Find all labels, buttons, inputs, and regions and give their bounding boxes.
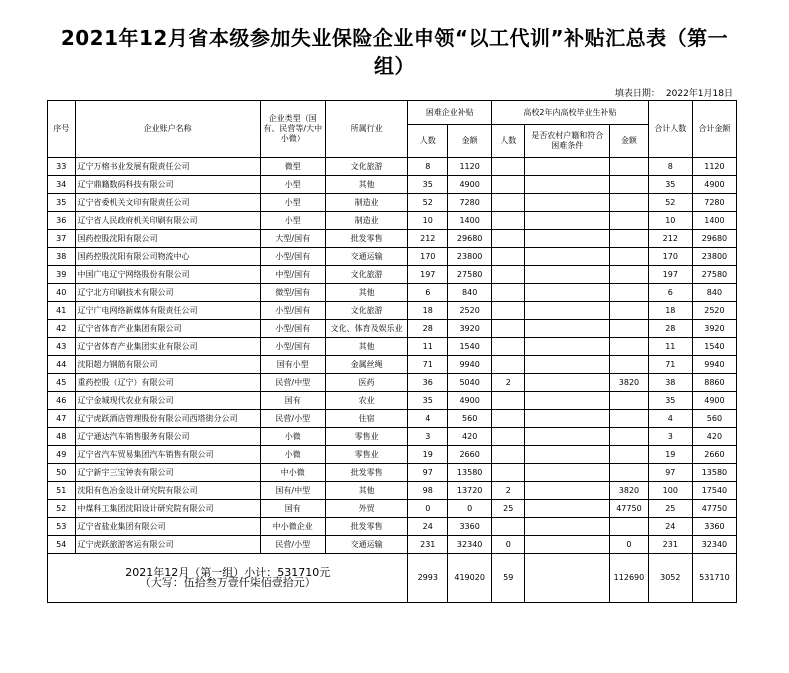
cell-grad-amount xyxy=(610,320,649,338)
cell-total-amount: 27580 xyxy=(692,266,736,284)
header-grad-people: 人数 xyxy=(492,125,525,158)
cell-grad-people xyxy=(492,464,525,482)
cell-grad-amount: 3820 xyxy=(610,374,649,392)
table-row xyxy=(48,500,737,518)
subtotal-row xyxy=(48,554,737,603)
cell-grad-amount xyxy=(610,356,649,374)
cell-seq: 41 xyxy=(48,302,76,320)
cell-total-amount: 17540 xyxy=(692,482,736,500)
cell-hard-people: 170 xyxy=(408,248,448,266)
cell-total-people: 8 xyxy=(648,158,692,176)
cell-total-amount: 2660 xyxy=(692,446,736,464)
cell-hard-amount: 13720 xyxy=(448,482,492,500)
cell-seq: 52 xyxy=(48,500,76,518)
cell-grad-people xyxy=(492,446,525,464)
cell-seq: 49 xyxy=(48,446,76,464)
cell-name: 国药控股沈阳有限公司 xyxy=(75,230,260,248)
cell-hard-people: 4 xyxy=(408,410,448,428)
cell-seq: 48 xyxy=(48,428,76,446)
cell-total-amount: 47750 xyxy=(692,500,736,518)
header-industry: 所属行业 xyxy=(325,101,408,158)
cell-industry: 交通运输 xyxy=(325,248,408,266)
header-hard-people: 人数 xyxy=(408,125,448,158)
cell-industry: 批发零售 xyxy=(325,464,408,482)
cell-hard-people: 0 xyxy=(408,500,448,518)
cell-total-amount: 4900 xyxy=(692,392,736,410)
cell-total-people: 10 xyxy=(648,212,692,230)
cell-rural xyxy=(525,410,610,428)
cell-hard-people: 3 xyxy=(408,428,448,446)
cell-total-people: 197 xyxy=(648,266,692,284)
cell-type: 小微 xyxy=(260,446,325,464)
cell-total-people: 25 xyxy=(648,500,692,518)
cell-seq: 42 xyxy=(48,320,76,338)
cell-name: 辽宁通达汽车销售服务有限公司 xyxy=(75,428,260,446)
cell-industry: 批发零售 xyxy=(325,230,408,248)
cell-hard-people: 8 xyxy=(408,158,448,176)
cell-total-people: 35 xyxy=(648,176,692,194)
cell-name: 辽宁省人民政府机关印刷有限公司 xyxy=(75,212,260,230)
cell-hard-people: 10 xyxy=(408,212,448,230)
cell-seq: 51 xyxy=(48,482,76,500)
cell-rural xyxy=(525,428,610,446)
cell-industry: 住宿 xyxy=(325,410,408,428)
cell-grad-people xyxy=(492,212,525,230)
cell-total-amount: 29680 xyxy=(692,230,736,248)
subtotal-grad-amount: 112690 xyxy=(610,554,649,603)
cell-type: 民营/小型 xyxy=(260,536,325,554)
subtotal-rural xyxy=(525,554,610,603)
table-row xyxy=(48,194,737,212)
cell-type: 微型 xyxy=(260,158,325,176)
table-row xyxy=(48,176,737,194)
cell-grad-amount: 3820 xyxy=(610,482,649,500)
cell-name: 中煤科工集团沈阳设计研究院有限公司 xyxy=(75,500,260,518)
cell-seq: 44 xyxy=(48,356,76,374)
cell-hard-amount: 4900 xyxy=(448,176,492,194)
cell-name: 辽宁省体育产业集团实业有限公司 xyxy=(75,338,260,356)
cell-total-amount: 7280 xyxy=(692,194,736,212)
subtotal-total-amount: 531710 xyxy=(692,554,736,603)
cell-hard-amount: 3360 xyxy=(448,518,492,536)
header-type: 企业类型（国有、民营等/大中小微） xyxy=(260,101,325,158)
cell-hard-people: 19 xyxy=(408,446,448,464)
subtotal-hard-amount: 419020 xyxy=(448,554,492,603)
cell-grad-people xyxy=(492,284,525,302)
cell-hard-amount: 420 xyxy=(448,428,492,446)
cell-seq: 40 xyxy=(48,284,76,302)
cell-total-people: 19 xyxy=(648,446,692,464)
title-line-1: 2021年12月省本级参加失业保险企业申领“以工代训”补贴汇总表（第一 xyxy=(60,26,729,50)
table-row xyxy=(48,464,737,482)
cell-total-amount: 13580 xyxy=(692,464,736,482)
cell-industry: 其他 xyxy=(325,284,408,302)
cell-total-people: 97 xyxy=(648,464,692,482)
table-row xyxy=(48,212,737,230)
fill-date-label: 填表日期： xyxy=(614,89,660,99)
table-row xyxy=(48,338,737,356)
cell-name: 沈阳超力钢筋有限公司 xyxy=(75,356,260,374)
cell-rural xyxy=(525,536,610,554)
cell-industry: 制造业 xyxy=(325,212,408,230)
cell-rural xyxy=(525,194,610,212)
cell-grad-amount xyxy=(610,176,649,194)
header-hard-amount: 金额 xyxy=(448,125,492,158)
cell-type: 小型 xyxy=(260,176,325,194)
cell-industry: 医药 xyxy=(325,374,408,392)
cell-grad-amount xyxy=(610,212,649,230)
cell-grad-people: 0 xyxy=(492,536,525,554)
header-hard-subsidy: 困难企业补贴 xyxy=(408,101,492,125)
cell-seq: 34 xyxy=(48,176,76,194)
table-row xyxy=(48,536,737,554)
table-row xyxy=(48,410,737,428)
cell-seq: 47 xyxy=(48,410,76,428)
cell-hard-people: 11 xyxy=(408,338,448,356)
cell-seq: 33 xyxy=(48,158,76,176)
cell-grad-amount xyxy=(610,158,649,176)
subtotal-label xyxy=(48,554,408,603)
table-row xyxy=(48,518,737,536)
cell-type: 微型/国有 xyxy=(260,284,325,302)
cell-total-people: 24 xyxy=(648,518,692,536)
cell-seq: 45 xyxy=(48,374,76,392)
cell-grad-people xyxy=(492,176,525,194)
cell-hard-amount: 560 xyxy=(448,410,492,428)
cell-grad-people: 25 xyxy=(492,500,525,518)
subtotal-grad-people: 59 xyxy=(492,554,525,603)
cell-type: 小微 xyxy=(260,428,325,446)
cell-hard-amount: 2660 xyxy=(448,446,492,464)
cell-hard-people: 28 xyxy=(408,320,448,338)
cell-hard-amount: 1120 xyxy=(448,158,492,176)
cell-grad-amount: 47750 xyxy=(610,500,649,518)
cell-hard-amount: 1540 xyxy=(448,338,492,356)
cell-industry: 零售业 xyxy=(325,446,408,464)
cell-type: 小型/国有 xyxy=(260,248,325,266)
cell-name: 国药控股沈阳有限公司物流中心 xyxy=(75,248,260,266)
cell-grad-people xyxy=(492,428,525,446)
cell-grad-amount xyxy=(610,284,649,302)
fill-date xyxy=(609,86,733,99)
header-rural: 是否农村户籍和符合困难条件 xyxy=(525,125,610,158)
cell-seq: 39 xyxy=(48,266,76,284)
cell-seq: 43 xyxy=(48,338,76,356)
table-row xyxy=(48,248,737,266)
cell-grad-amount xyxy=(610,248,649,266)
cell-hard-amount: 3920 xyxy=(448,320,492,338)
cell-total-people: 38 xyxy=(648,374,692,392)
cell-total-amount: 3360 xyxy=(692,518,736,536)
cell-rural xyxy=(525,248,610,266)
cell-total-amount: 560 xyxy=(692,410,736,428)
cell-total-amount: 9940 xyxy=(692,356,736,374)
cell-seq: 36 xyxy=(48,212,76,230)
cell-rural xyxy=(525,518,610,536)
cell-grad-people xyxy=(492,392,525,410)
cell-industry: 文化旅游 xyxy=(325,266,408,284)
cell-total-people: 28 xyxy=(648,320,692,338)
cell-grad-people xyxy=(492,338,525,356)
table-row xyxy=(48,374,737,392)
cell-type: 小型/国有 xyxy=(260,338,325,356)
cell-industry: 文化旅游 xyxy=(325,158,408,176)
cell-name: 中国广电辽宁网络股份有限公司 xyxy=(75,266,260,284)
cell-industry: 农业 xyxy=(325,392,408,410)
fill-date-value: 2022年1月18日 xyxy=(665,89,733,99)
cell-hard-amount: 13580 xyxy=(448,464,492,482)
table-row xyxy=(48,158,737,176)
cell-rural xyxy=(525,302,610,320)
cell-industry: 文化、体育及娱乐业 xyxy=(325,320,408,338)
cell-seq: 38 xyxy=(48,248,76,266)
cell-total-amount: 4900 xyxy=(692,176,736,194)
cell-rural xyxy=(525,464,610,482)
cell-grad-people xyxy=(492,158,525,176)
table-row xyxy=(48,302,737,320)
cell-total-people: 11 xyxy=(648,338,692,356)
cell-rural xyxy=(525,212,610,230)
cell-grad-people xyxy=(492,194,525,212)
cell-type: 小型/国有 xyxy=(260,302,325,320)
cell-rural xyxy=(525,320,610,338)
cell-seq: 46 xyxy=(48,392,76,410)
table-body xyxy=(48,158,737,554)
cell-grad-amount: 0 xyxy=(610,536,649,554)
cell-total-amount: 1120 xyxy=(692,158,736,176)
cell-rural xyxy=(525,392,610,410)
cell-rural xyxy=(525,500,610,518)
cell-hard-people: 35 xyxy=(408,176,448,194)
table-row xyxy=(48,356,737,374)
cell-total-amount: 32340 xyxy=(692,536,736,554)
table-row xyxy=(48,446,737,464)
cell-name: 辽宁鼎籍数码科技有限公司 xyxy=(75,176,260,194)
cell-total-people: 52 xyxy=(648,194,692,212)
cell-hard-amount: 2520 xyxy=(448,302,492,320)
cell-hard-people: 197 xyxy=(408,266,448,284)
cell-seq: 37 xyxy=(48,230,76,248)
header-seq: 序号 xyxy=(48,101,76,158)
cell-hard-people: 98 xyxy=(408,482,448,500)
cell-grad-amount xyxy=(610,302,649,320)
cell-grad-amount xyxy=(610,266,649,284)
cell-name: 辽宁金城现代农业有限公司 xyxy=(75,392,260,410)
cell-name: 辽宁虎跃旅游客运有限公司 xyxy=(75,536,260,554)
cell-hard-people: 18 xyxy=(408,302,448,320)
cell-grad-amount xyxy=(610,194,649,212)
cell-total-amount: 23800 xyxy=(692,248,736,266)
cell-type: 小型/国有 xyxy=(260,320,325,338)
table-row xyxy=(48,320,737,338)
table-row xyxy=(48,428,737,446)
cell-total-people: 212 xyxy=(648,230,692,248)
cell-hard-amount: 840 xyxy=(448,284,492,302)
cell-total-people: 18 xyxy=(648,302,692,320)
cell-type: 小型 xyxy=(260,212,325,230)
document-title xyxy=(20,24,769,80)
cell-grad-people xyxy=(492,266,525,284)
cell-type: 民营/小型 xyxy=(260,410,325,428)
cell-rural xyxy=(525,446,610,464)
cell-seq: 50 xyxy=(48,464,76,482)
table-row xyxy=(48,482,737,500)
cell-industry: 金属丝绳 xyxy=(325,356,408,374)
cell-grad-people xyxy=(492,356,525,374)
cell-hard-people: 24 xyxy=(408,518,448,536)
cell-rural xyxy=(525,338,610,356)
table-row xyxy=(48,230,737,248)
header-name: 企业账户名称 xyxy=(75,101,260,158)
cell-hard-amount: 27580 xyxy=(448,266,492,284)
cell-total-amount: 1400 xyxy=(692,212,736,230)
title-line-2: 组） xyxy=(374,54,415,78)
cell-seq: 35 xyxy=(48,194,76,212)
cell-rural xyxy=(525,284,610,302)
cell-grad-people xyxy=(492,518,525,536)
cell-hard-people: 36 xyxy=(408,374,448,392)
cell-rural xyxy=(525,230,610,248)
cell-hard-amount: 7280 xyxy=(448,194,492,212)
subsidy-summary-table xyxy=(47,100,737,603)
cell-hard-amount: 4900 xyxy=(448,392,492,410)
cell-grad-amount xyxy=(610,410,649,428)
cell-total-people: 3 xyxy=(648,428,692,446)
cell-hard-amount: 0 xyxy=(448,500,492,518)
cell-hard-amount: 5040 xyxy=(448,374,492,392)
cell-industry: 文化旅游 xyxy=(325,302,408,320)
cell-grad-amount xyxy=(610,464,649,482)
cell-type: 国有 xyxy=(260,392,325,410)
table-row xyxy=(48,284,737,302)
cell-rural xyxy=(525,374,610,392)
cell-grad-people xyxy=(492,410,525,428)
header-total-amount: 合计金额 xyxy=(692,101,736,158)
cell-type: 大型/国有 xyxy=(260,230,325,248)
header-graduate-subsidy: 高校2年内高校毕业生补贴 xyxy=(492,101,649,125)
table-row xyxy=(48,392,737,410)
cell-hard-amount: 23800 xyxy=(448,248,492,266)
cell-hard-people: 71 xyxy=(408,356,448,374)
cell-rural xyxy=(525,158,610,176)
cell-total-people: 100 xyxy=(648,482,692,500)
cell-name: 沈阳有色冶金设计研究院有限公司 xyxy=(75,482,260,500)
cell-name: 辽宁新宇三宝钟表有限公司 xyxy=(75,464,260,482)
cell-rural xyxy=(525,356,610,374)
cell-grad-people xyxy=(492,302,525,320)
header-total-people: 合计人数 xyxy=(648,101,692,158)
cell-grad-amount xyxy=(610,338,649,356)
cell-total-people: 4 xyxy=(648,410,692,428)
cell-rural xyxy=(525,482,610,500)
cell-type: 小型 xyxy=(260,194,325,212)
cell-type: 国有小型 xyxy=(260,356,325,374)
cell-industry: 零售业 xyxy=(325,428,408,446)
subtotal-total-people: 3052 xyxy=(648,554,692,603)
cell-hard-people: 52 xyxy=(408,194,448,212)
cell-name: 辽宁北方印刷技术有限公司 xyxy=(75,284,260,302)
cell-hard-people: 35 xyxy=(408,392,448,410)
cell-industry: 其他 xyxy=(325,482,408,500)
cell-grad-people xyxy=(492,230,525,248)
cell-grad-amount xyxy=(610,230,649,248)
cell-total-people: 6 xyxy=(648,284,692,302)
cell-hard-people: 97 xyxy=(408,464,448,482)
cell-rural xyxy=(525,176,610,194)
cell-total-amount: 420 xyxy=(692,428,736,446)
cell-seq: 53 xyxy=(48,518,76,536)
cell-total-people: 231 xyxy=(648,536,692,554)
cell-total-amount: 1540 xyxy=(692,338,736,356)
subtotal-label-line-2: （大写：伍拾叁万壹仟柒佰壹拾元） xyxy=(139,576,316,589)
cell-total-people: 170 xyxy=(648,248,692,266)
cell-total-people: 71 xyxy=(648,356,692,374)
cell-name: 辽宁广电网络新媒体有限责任公司 xyxy=(75,302,260,320)
cell-type: 中型/国有 xyxy=(260,266,325,284)
cell-name: 辽宁省委机关文印有限责任公司 xyxy=(75,194,260,212)
cell-industry: 交通运输 xyxy=(325,536,408,554)
header-row-1 xyxy=(48,101,737,125)
cell-grad-amount xyxy=(610,446,649,464)
cell-total-amount: 8860 xyxy=(692,374,736,392)
cell-total-amount: 3920 xyxy=(692,320,736,338)
cell-hard-people: 6 xyxy=(408,284,448,302)
cell-grad-people: 2 xyxy=(492,482,525,500)
cell-total-amount: 840 xyxy=(692,284,736,302)
cell-name: 重药控股（辽宁）有限公司 xyxy=(75,374,260,392)
cell-hard-amount: 29680 xyxy=(448,230,492,248)
cell-hard-people: 231 xyxy=(408,536,448,554)
cell-rural xyxy=(525,266,610,284)
cell-grad-people: 2 xyxy=(492,374,525,392)
cell-name: 辽宁省盐业集团有限公司 xyxy=(75,518,260,536)
cell-name: 辽宁万榕书业发展有限责任公司 xyxy=(75,158,260,176)
cell-type: 中小微企业 xyxy=(260,518,325,536)
subtotal-label-line-1: 2021年12月（第一组）小计：531710元 xyxy=(125,566,331,579)
cell-name: 辽宁省体育产业集团有限公司 xyxy=(75,320,260,338)
cell-seq: 54 xyxy=(48,536,76,554)
cell-name: 辽宁省汽车贸易集团汽车销售有限公司 xyxy=(75,446,260,464)
subtotal-hard-people: 2993 xyxy=(408,554,448,603)
cell-grad-amount xyxy=(610,428,649,446)
cell-grad-amount xyxy=(610,392,649,410)
cell-grad-people xyxy=(492,320,525,338)
cell-industry: 制造业 xyxy=(325,194,408,212)
cell-industry: 其他 xyxy=(325,176,408,194)
cell-hard-amount: 32340 xyxy=(448,536,492,554)
cell-grad-people xyxy=(492,248,525,266)
header-grad-amount: 金额 xyxy=(610,125,649,158)
cell-hard-amount: 9940 xyxy=(448,356,492,374)
cell-type: 中小微 xyxy=(260,464,325,482)
cell-name: 辽宁虎跃酒店管理股份有限公司西塔街分公司 xyxy=(75,410,260,428)
cell-hard-people: 212 xyxy=(408,230,448,248)
cell-total-amount: 2520 xyxy=(692,302,736,320)
table-row xyxy=(48,266,737,284)
cell-type: 国有/中型 xyxy=(260,482,325,500)
cell-industry: 其他 xyxy=(325,338,408,356)
cell-type: 民营/中型 xyxy=(260,374,325,392)
cell-hard-amount: 1400 xyxy=(448,212,492,230)
cell-industry: 外贸 xyxy=(325,500,408,518)
cell-industry: 批发零售 xyxy=(325,518,408,536)
cell-grad-amount xyxy=(610,518,649,536)
cell-type: 国有 xyxy=(260,500,325,518)
cell-total-people: 35 xyxy=(648,392,692,410)
